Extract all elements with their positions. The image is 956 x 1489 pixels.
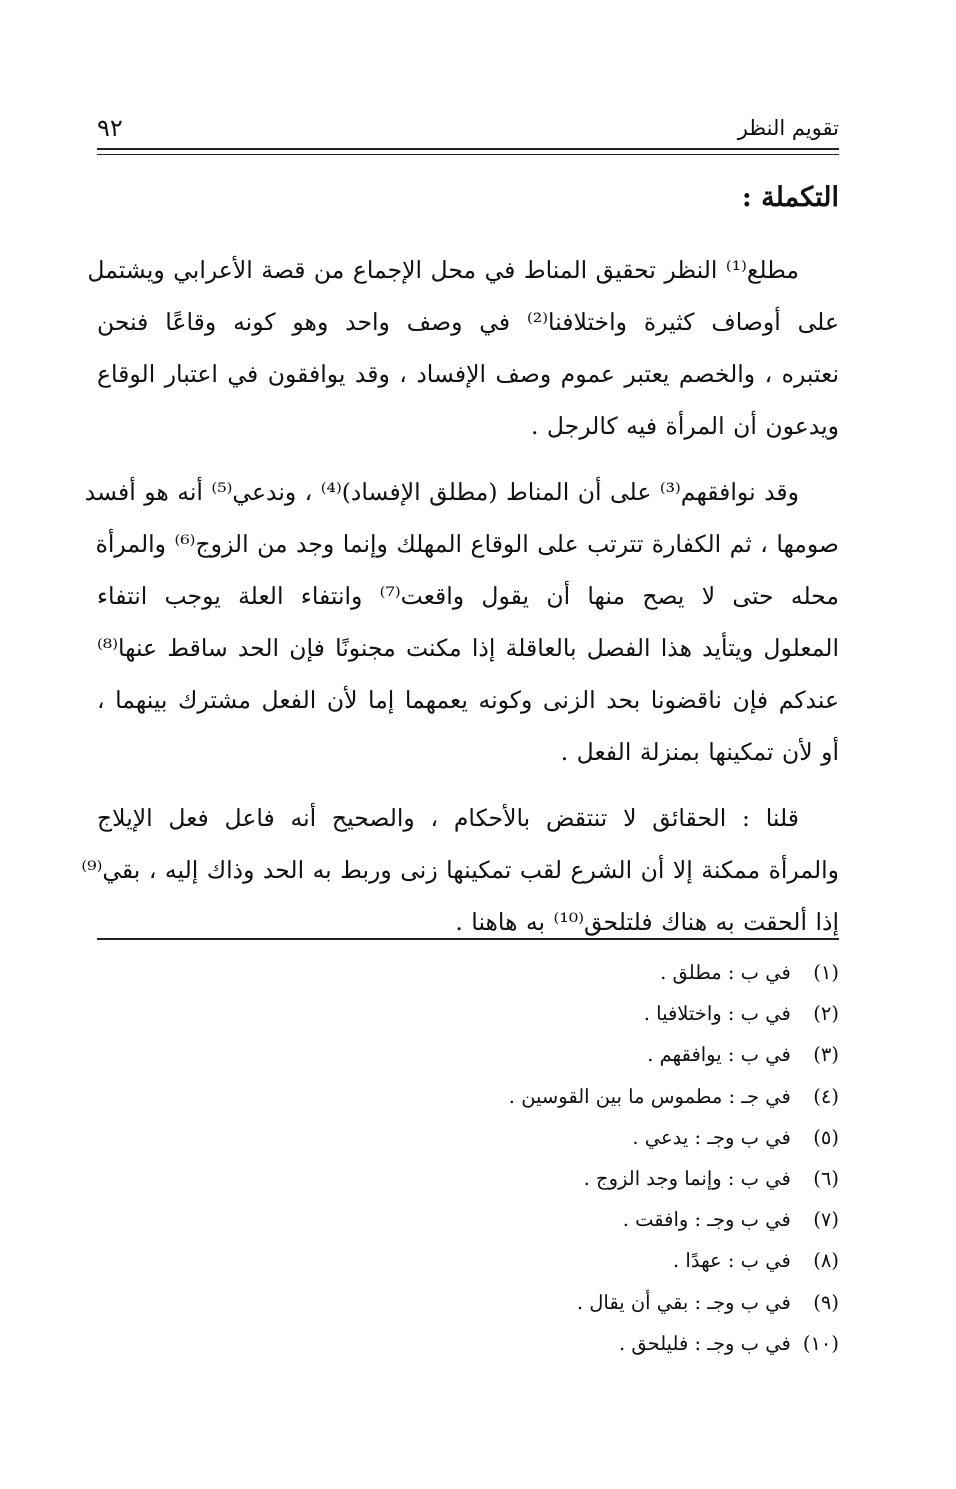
footnote	[97, 1117, 839, 1158]
footnote-text: في جـ : مطموس ما بين القوسين .	[508, 1084, 791, 1108]
footnote-number: (٨)	[813, 1249, 839, 1273]
header-rule-thin	[97, 154, 839, 155]
footnote-number: (٢)	[813, 1002, 839, 1026]
footnote-text: في ب وجـ : يدعي .	[632, 1125, 791, 1149]
footnote	[97, 1034, 839, 1075]
footnote	[97, 1240, 839, 1281]
footnote	[97, 993, 839, 1034]
footnote-separator	[97, 938, 839, 940]
footnote	[97, 952, 839, 993]
book-title: تقويم النظر	[737, 116, 839, 140]
footnote-text: في ب : واختلافيا .	[643, 1002, 791, 1026]
text-line: عندكم فإن ناقضونا بحد الزنى وكونه يعمهما إما لأن الفعل مشترك بينهما ،	[97, 686, 839, 714]
footnote	[97, 1158, 839, 1199]
text-line: مطلع⁽¹⁾ النظر تحقيق المناط في محل الإجماع من قصة الأعرابي ويشتمل	[87, 256, 799, 284]
footnote	[97, 1199, 839, 1240]
text-line: والمرأة ممكنة إلا أن الشرع لقب تمكينها زنى وربط به الحد وذاك إليه ، بقي⁽⁹⁾	[81, 856, 839, 884]
footnote	[97, 1282, 839, 1323]
footnote-number: (٦)	[813, 1166, 839, 1190]
footnote-text: في ب : عهدًا .	[673, 1249, 791, 1273]
footnote-number: (١)	[813, 961, 839, 984]
main-text	[81, 170, 839, 962]
footnote-text: في ب وجـ : فليلحق .	[618, 1331, 791, 1355]
footnote-text: في ب : يوافقهم .	[647, 1043, 791, 1067]
footnote-number: (٤)	[813, 1084, 839, 1108]
paragraph-1	[87, 244, 839, 452]
text-line: قلنا : الحقائق لا تنتقض بالأحكام ، والصحيح أنه فاعل فعل الإيلاج	[97, 804, 799, 832]
text-line: نعتبره ، والخصم يعتبر عموم وصف الإفساد ، وقد يوافقون في اعتبار الوقاع	[97, 360, 839, 388]
footnote-number: (٣)	[813, 1043, 839, 1067]
footnote-number: (٩)	[813, 1290, 839, 1314]
footnote-text: في ب وجـ : بقي أن يقال .	[576, 1290, 791, 1314]
text-line: المعلول ويتأيد هذا الفصل بالعاقلة إذا مكنت مجنونًا فإن الحد ساقط عنها⁽⁸⁾	[97, 634, 839, 662]
section-heading: التكملة :	[741, 182, 839, 213]
text-line: محله حتى لا يصح منها أن يقول واقعت⁽⁷⁾ وانتفاء العلة يوجب انتفاء	[97, 582, 839, 610]
paragraph-2	[84, 466, 839, 778]
footnote	[97, 1323, 839, 1364]
page-number: ٩٢	[97, 114, 123, 142]
footnote	[97, 1076, 839, 1117]
footnote-text: في ب وجـ : وافقت .	[622, 1208, 791, 1232]
footnotes	[97, 952, 839, 1364]
footnote-text: في ب : مطلق .	[660, 961, 791, 984]
text-line: ويدعون أن المرأة فيه كالرجل .	[530, 412, 839, 440]
footnote-text: في ب : وإنما وجد الزوج .	[583, 1166, 791, 1190]
running-header	[97, 108, 839, 148]
paragraph-3	[81, 792, 839, 948]
text-line: أو لأن تمكينها بمنزلة الفعل .	[560, 738, 839, 766]
footnote-number: (٥)	[813, 1125, 839, 1149]
footnote-number: (٧)	[813, 1208, 839, 1232]
text-line: وقد نوافقهم⁽³⁾ على أن المناط (مطلق الإفساد)⁽⁴⁾ ، وندعي⁽⁵⁾ أنه هو أفسد	[84, 478, 799, 506]
header-rule-thick	[97, 148, 839, 150]
footnote-number: (١٠)	[802, 1331, 839, 1355]
text-line: إذا ألحقت به هناك فلتلحق⁽¹⁰⁾ به هاهنا .	[455, 908, 839, 936]
text-line: صومها ، ثم الكفارة تترتب على الوقاع المهلك وإنما وجد من الزوج⁽⁶⁾ والمرأة	[95, 530, 839, 558]
text-line: على أوصاف كثيرة واختلافنا⁽²⁾ في وصف واحد وهو كونه وقاعًا فنحن	[97, 308, 839, 336]
